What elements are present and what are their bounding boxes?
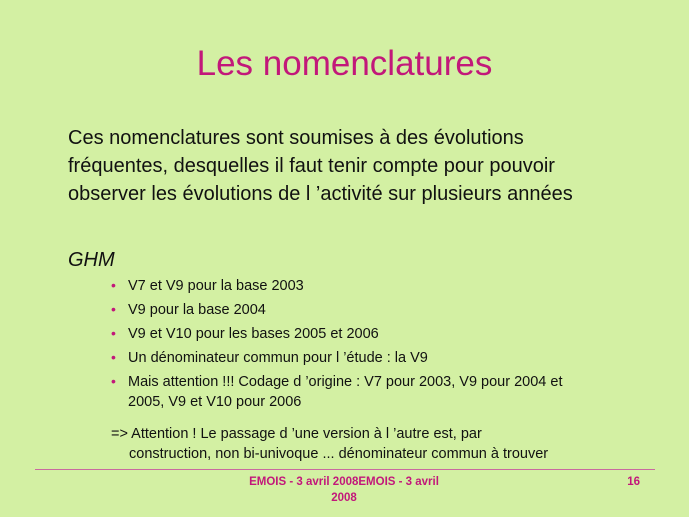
bullet-text: Un dénominateur commun pour l ’étude : la V9 xyxy=(128,350,428,366)
bullet-text: V9 et V10 pour les bases 2005 et 2006 xyxy=(128,326,379,342)
intro-paragraph xyxy=(68,124,668,208)
bullet-text: V7 et V9 pour la base 2003 xyxy=(128,278,304,294)
page-number: 16 xyxy=(627,476,640,488)
bullet-item xyxy=(111,324,671,344)
section-heading-ghm: GHM xyxy=(68,249,115,271)
bullet-dot-icon: • xyxy=(111,301,116,317)
bullet-text: Mais attention !!! Codage d ’origine : V7 pour 2003, V9 pour 2004 et xyxy=(128,374,563,390)
intro-line: Ces nomenclatures sont soumises à des évolutions xyxy=(68,127,524,149)
bullet-item xyxy=(111,300,671,320)
arrow-note xyxy=(111,424,671,464)
bullet-item xyxy=(111,372,671,412)
bullet-item xyxy=(111,348,671,368)
intro-line: fréquentes, desquelles il faut tenir compte pour pouvoir xyxy=(68,155,555,177)
intro-line: observer les évolutions de l ’activité sur plusieurs années xyxy=(68,183,573,205)
arrow-note-line: construction, non bi-univoque ... dénominateur commun à trouver xyxy=(129,446,549,462)
footer-text: EMOIS - 3 avril 2008EMOIS - 3 avril 2008 xyxy=(249,476,439,504)
bullet-dot-icon: • xyxy=(111,373,116,389)
bullet-dot-icon: • xyxy=(111,277,116,293)
bullet-text-continuation: 2005, V9 et V10 pour 2006 xyxy=(128,394,302,410)
bullet-item xyxy=(111,276,671,296)
arrow-note-line: => Attention ! Le passage d ’une version à l ’autre est, par xyxy=(111,426,482,442)
footer-divider xyxy=(35,469,655,470)
slide-title: Les nomenclatures xyxy=(196,44,493,83)
ghm-bullet-list xyxy=(111,276,671,416)
bullet-dot-icon: • xyxy=(111,325,116,341)
bullet-dot-icon: • xyxy=(111,349,116,365)
bullet-text: V9 pour la base 2004 xyxy=(128,302,266,318)
